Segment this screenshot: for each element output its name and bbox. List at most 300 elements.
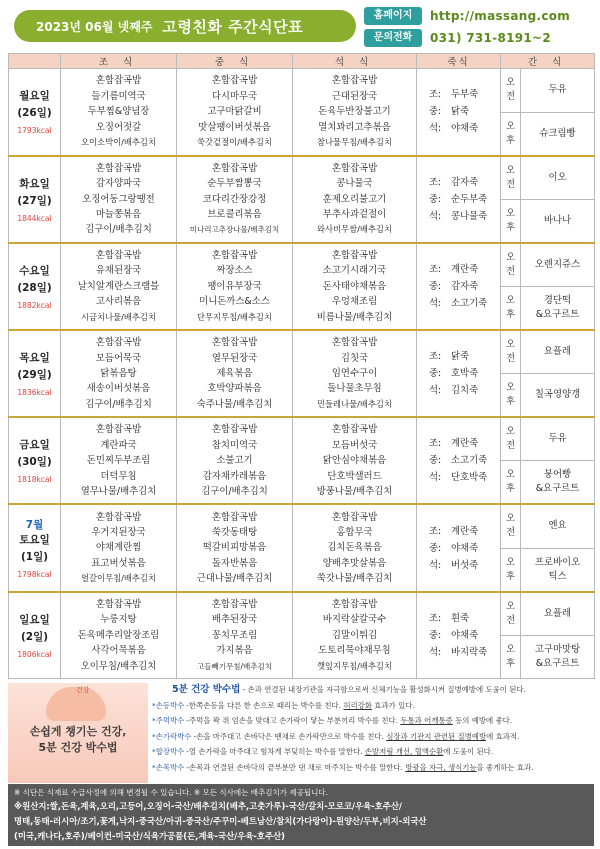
- menu-item: 홍합무국: [336, 526, 373, 538]
- porridge-meal-label: 조:: [429, 525, 442, 537]
- menu-item: 김치돈육볶음: [327, 542, 382, 554]
- month-label: 7월: [25, 519, 44, 532]
- porridge-item: [429, 261, 500, 278]
- menu-item: 혼합잡곡밥: [95, 162, 142, 174]
- day-cell: [9, 156, 61, 243]
- porridge-meal-label: 중:: [429, 280, 442, 292]
- menu-item: 시금치나물/배추김치: [81, 311, 156, 322]
- menu-item: 와사비무쌈/배추김치: [317, 224, 392, 235]
- snack-item: 요플레: [543, 607, 572, 619]
- porridge-meal-label: 중:: [429, 193, 442, 205]
- menu-item: 날치알계란스크램블: [77, 280, 160, 292]
- porridge-meal-label: 석:: [429, 123, 442, 135]
- exercise-benefit: 방광을 자극, 생식기능: [405, 762, 477, 772]
- porridge-name: 바지락죽: [451, 646, 488, 658]
- exercise-body: -주먹을 꽉 쥐 엄손을 맞대고 손가락이 닿는 부분끼리 박수를 친다.: [186, 716, 401, 726]
- exercise-benefit: 손발저림 개선, 혈액순환: [364, 747, 444, 757]
- snack-am: [521, 417, 595, 461]
- menu-item: 돈육두반장불고기: [318, 106, 391, 118]
- breakfast-cell: [61, 417, 177, 504]
- porridge-cell: [417, 330, 501, 417]
- menu-item: 도토리묵야채무침: [318, 645, 391, 657]
- menu-item: 돈육메추리알장조림: [77, 629, 160, 641]
- menu-item: 혼합잡곡밥: [331, 511, 378, 523]
- day-kcal: 1818kcal: [17, 475, 52, 485]
- menu-item: 참나물무침/배추김치: [317, 136, 392, 147]
- menu-item: 미니돈까스&소스: [199, 296, 270, 308]
- porridge-cell: [417, 156, 501, 243]
- exercise-post: 등의 예방에 좋다.: [452, 716, 513, 726]
- porridge-name: 계란죽: [451, 263, 479, 275]
- page-title: 고령친화 주간식단표: [162, 17, 304, 36]
- lunch-cell: [177, 592, 293, 679]
- menu-item: 훈제오리불고기: [322, 193, 387, 205]
- exercise-post: 효과가 있다.: [371, 700, 415, 710]
- lunch-cell: [177, 504, 293, 591]
- day-name: 목요일: [19, 352, 50, 365]
- porridge-item: [429, 208, 500, 225]
- banner-line-2: 5분 건강 박수법: [38, 741, 118, 754]
- menu-item: 유채된장국: [95, 265, 142, 277]
- exercise-benefit: 심장과 기관지 관련된 질병예방: [386, 731, 487, 741]
- menu-item: 소고기시래기국: [322, 265, 387, 277]
- porridge-name: 소고기죽: [451, 297, 488, 309]
- lunch-cell: [177, 156, 293, 243]
- porridge-meal-label: 조:: [429, 89, 442, 101]
- origin-line-3: (미국,캐나다,호주)/베이컨-미국산/식육가공품(돈,계육-국산/우육-호주산): [14, 831, 285, 841]
- porridge-item: [429, 278, 500, 295]
- porridge-meal-label: 조:: [429, 438, 442, 450]
- menu-item: 김칫국: [340, 352, 369, 364]
- porridge-name: 야채죽: [451, 629, 479, 641]
- exercise-post: 을 좋게하는 효과.: [476, 762, 534, 772]
- menu-item: 부추사과겉절이: [322, 208, 387, 220]
- slot-pm: 오 후: [501, 635, 521, 679]
- day-cell: [9, 592, 61, 679]
- menu-item: 모듬버섯국: [331, 439, 378, 451]
- porridge-name: 두부죽: [451, 89, 479, 101]
- exercise-body: -손목과 연결된 손바닥의 끝부분만 댄 채로 마주치는 박수를 말한다.: [186, 762, 406, 772]
- dinner-cell: [293, 417, 417, 504]
- breakfast-cell: [61, 504, 177, 591]
- day-name: 토요일: [19, 534, 50, 547]
- exercise-body: -한쪽손등을 다른 한 손으로 때리는 박수를 친다.: [186, 700, 344, 710]
- menu-item: 고구마닭갈비: [207, 106, 262, 118]
- header: [0, 0, 600, 52]
- dinner-cell: [293, 504, 417, 591]
- porridge-name: 감자죽: [451, 176, 479, 188]
- menu-item: 누룽지탕: [100, 614, 137, 626]
- porridge-item: [429, 627, 500, 644]
- dinner-cell: [293, 156, 417, 243]
- menu-item: 바지락살칼국수: [322, 614, 387, 626]
- porridge-meal-label: 중:: [429, 542, 442, 554]
- homepage-label: 홈페이지: [364, 7, 422, 25]
- menu-item: 혼합잡곡밥: [331, 249, 378, 261]
- menu-item: 우엉채조림: [331, 296, 378, 308]
- exercise-name: *손등박수: [152, 700, 185, 710]
- homepage-row: [364, 6, 594, 26]
- menu-item: 혼합잡곡밥: [331, 162, 378, 174]
- porridge-meal-label: 중:: [429, 455, 442, 467]
- porridge-item: [429, 295, 500, 312]
- porridge-name: 계란죽: [451, 525, 479, 537]
- menu-item: 김구이/배추김치: [85, 224, 152, 236]
- snack-item: 요플레: [543, 346, 572, 358]
- porridge-meal-label: 석:: [429, 646, 442, 658]
- day-name: 월요일: [19, 90, 50, 103]
- menu-item: 오이소박이/배추김치: [81, 136, 156, 147]
- menu-item: 깻잎지무침/배추김치: [317, 660, 392, 671]
- day-date: (26일): [17, 107, 52, 120]
- day-kcal: 1793kcal: [17, 126, 52, 136]
- day-kcal: 1844kcal: [17, 213, 52, 223]
- snack-pm: [521, 461, 595, 505]
- snack-item: 틱스: [548, 570, 567, 582]
- slot-pm: 오 후: [501, 548, 521, 592]
- day-cell: [9, 417, 61, 504]
- snack-item: &요구르트: [535, 483, 580, 495]
- day-kcal: 1806kcal: [17, 649, 52, 659]
- porridge-cell: [417, 417, 501, 504]
- porridge-meal-label: 조:: [429, 263, 442, 275]
- porridge-name: 김치죽: [451, 385, 479, 397]
- day-kcal: 1836kcal: [17, 388, 52, 398]
- porridge-meal-label: 석:: [429, 210, 442, 222]
- menu-item: 계란파국: [100, 439, 137, 451]
- breakfast-cell: [61, 156, 177, 243]
- menu-item: 순두부짬뽕국: [207, 178, 262, 190]
- menu-item: 가지볶음: [216, 645, 253, 657]
- snack-item: &요구르트: [535, 658, 580, 670]
- menu-item: 팽이유부장국: [207, 280, 262, 292]
- menu-item: 혼합잡곡밥: [95, 249, 142, 261]
- porridge-name: 버섯죽: [451, 559, 479, 571]
- porridge-name: 야채죽: [451, 123, 479, 135]
- porridge-item: [429, 365, 500, 382]
- snack-pm: [521, 286, 595, 330]
- menu-item: 맛살팽이버섯볶음: [198, 121, 271, 133]
- column-header-porridge: 죽식: [417, 54, 501, 69]
- day-cell: [9, 69, 61, 156]
- menu-item: 방풍나물/배추김치: [316, 485, 393, 497]
- snack-pm: [521, 374, 595, 418]
- day-cell: [9, 243, 61, 330]
- slot-pm: 오 후: [501, 374, 521, 418]
- menu-item: 호박양파볶음: [207, 383, 262, 395]
- menu-item: 혼합잡곡밥: [95, 75, 142, 87]
- snack-pm: [521, 199, 595, 243]
- lunch-cell: [177, 69, 293, 156]
- snack-am: [521, 69, 595, 113]
- day-row: [9, 243, 595, 287]
- porridge-name: 호박죽: [451, 368, 479, 380]
- menu-item: 소불고기: [216, 455, 253, 467]
- menu-item: 오징어동그랑땡전: [82, 193, 155, 205]
- day-row: [9, 156, 595, 200]
- day-date: (1일): [20, 551, 49, 564]
- menu-item: 떡갈비피망볶음: [202, 542, 267, 554]
- menu-item: 감자채카레볶음: [202, 470, 267, 482]
- menu-item: 참치미역국: [211, 439, 258, 451]
- menu-item: 돌자반볶음: [211, 557, 258, 569]
- origin-line-1: ※원산지:쌀,돈육,계육,오리,고등어,오징어-국산/배추김치(배추,고춧가루)-국산/갈치-모로코/우육-호주산/: [14, 801, 402, 811]
- slot-am: 오 전: [501, 69, 521, 113]
- phone-row: [364, 28, 594, 48]
- day-row: [9, 504, 595, 548]
- day-name: 금요일: [19, 439, 50, 452]
- menu-item: 콩나물국: [336, 178, 373, 190]
- porridge-item: [429, 120, 500, 137]
- exercise-description: - 손과 연결된 내장기관을 자극함으로써 신체기능을 활성화시켜 질병예방에 도움이 된다.: [240, 685, 526, 694]
- porridge-meal-label: 석:: [429, 559, 442, 571]
- health-banner: [8, 683, 148, 783]
- slot-pm: 오 후: [501, 112, 521, 156]
- menu-item: 야채계란찜: [95, 542, 142, 554]
- porridge-cell: [417, 243, 501, 330]
- breakfast-cell: [61, 592, 177, 679]
- menu-item: 사각어묵볶음: [91, 645, 146, 657]
- menu-item: 브로콜리볶음: [207, 208, 262, 220]
- exercise-name: *주먹박수: [152, 716, 185, 726]
- porridge-name: 흰죽: [451, 612, 470, 624]
- year-month: 2023년 06월 넷째주: [36, 19, 153, 34]
- day-cell: [9, 504, 61, 591]
- banner-line-1: 손쉽게 챙기는 건강,: [29, 725, 127, 738]
- slot-am: 오 전: [501, 504, 521, 548]
- porridge-cell: [417, 69, 501, 156]
- snack-item: 엔요: [548, 520, 567, 532]
- menu-item: 마늘쫑볶음: [95, 208, 142, 220]
- homepage-link[interactable]: http://massang.com: [430, 9, 571, 23]
- phone-number: 031) 731-8191~2: [430, 31, 552, 45]
- column-header-breakfast: 조 식: [61, 54, 177, 69]
- exercise-benefit: 허리강화: [343, 700, 372, 710]
- menu-item: 단호박샐러드: [327, 470, 382, 482]
- exercise-benefit: 두통과 어깨통증: [400, 716, 453, 726]
- snack-item: 오렌지쥬스: [534, 258, 581, 270]
- menu-item: 배추된장국: [211, 614, 258, 626]
- menu-item: 혼합잡곡밥: [95, 337, 142, 349]
- exercise-name: *손목박수: [152, 762, 185, 772]
- menu-item: 표고버섯볶음: [91, 557, 146, 569]
- snack-item: 바나나: [543, 214, 572, 226]
- menu-item: 김구이/배추김치: [85, 398, 152, 410]
- porridge-name: 감자죽: [451, 280, 479, 292]
- porridge-item: [429, 469, 500, 486]
- menu-item: 다시마무국: [211, 90, 258, 102]
- slot-am: 오 전: [501, 592, 521, 636]
- day-date: (28일): [17, 281, 52, 294]
- slot-am: 오 전: [501, 330, 521, 374]
- menu-item: 돈민찌두부조림: [86, 455, 151, 467]
- porridge-item: [429, 523, 500, 540]
- menu-item: 더덕무침: [100, 470, 137, 482]
- phone-label: 문의전화: [364, 29, 422, 47]
- menu-item: 돈사태야채볶음: [322, 280, 387, 292]
- snack-am: [521, 330, 595, 374]
- day-row: [9, 417, 595, 461]
- porridge-name: 닭죽: [451, 351, 470, 363]
- column-header-dinner: 석 식: [293, 54, 417, 69]
- footer-notice: [8, 784, 594, 846]
- menu-item: 숙주나물/배추김치: [196, 398, 273, 410]
- menu-item: 코다리간장강정: [202, 193, 267, 205]
- day-name: 일요일: [19, 613, 50, 626]
- menu-item: 멸치꽈리고추볶음: [318, 121, 391, 133]
- menu-item: 돌나물초무침: [327, 383, 382, 395]
- day-date: (2일): [20, 630, 49, 643]
- porridge-item: [429, 644, 500, 661]
- lunch-cell: [177, 417, 293, 504]
- snack-item: 경단떡: [543, 295, 572, 307]
- clapping-exercise-info: [152, 682, 594, 776]
- menu-item: 김말이튀김: [331, 629, 378, 641]
- menu-item: 김구이/배추김치: [201, 485, 268, 497]
- menu-item: 얼갈이무침/배추김치: [81, 573, 156, 584]
- porridge-meal-label: 조:: [429, 612, 442, 624]
- porridge-meal-label: 중:: [429, 629, 442, 641]
- menu-item: 쑥갓나물/배추김치: [316, 573, 393, 585]
- menu-item: 모듬어묵국: [95, 352, 142, 364]
- menu-item: 근대된장국: [331, 90, 378, 102]
- porridge-meal-label: 조:: [429, 176, 442, 188]
- porridge-item: [429, 610, 500, 627]
- menu-item: 혼합잡곡밥: [331, 75, 378, 87]
- snack-item: 붕어빵: [543, 469, 572, 481]
- porridge-cell: [417, 504, 501, 591]
- weekly-menu-table: [8, 53, 595, 679]
- menu-item: 열무나물/배추김치: [80, 485, 157, 497]
- snack-am: [521, 504, 595, 548]
- porridge-name: 소고기죽: [451, 455, 488, 467]
- menu-item: 혼합잡곡밥: [331, 337, 378, 349]
- day-date: (30일): [17, 456, 52, 469]
- menu-item: 꽁치무조림: [211, 629, 258, 641]
- dinner-cell: [293, 243, 417, 330]
- snack-item: 칠곡영양갱: [534, 389, 581, 401]
- menu-body: [9, 69, 595, 679]
- porridge-item: [429, 174, 500, 191]
- menu-item: 혼합잡곡밥: [95, 424, 142, 436]
- title-banner: [14, 10, 356, 42]
- porridge-meal-label: 중:: [429, 106, 442, 118]
- porridge-item: [429, 348, 500, 365]
- day-date: (29일): [17, 369, 52, 382]
- menu-item: 오징어젓갈: [95, 121, 142, 133]
- footer-note: ※ 식단은 식재료 수급사정에 의해 변경될 수 있습니다. ※ 모든 식사에는 배추김치가 제공됩니다.: [14, 788, 329, 797]
- corner-header: [9, 54, 61, 69]
- menu-item: 혼합잡곡밥: [211, 75, 258, 87]
- snack-am: [521, 243, 595, 287]
- porridge-item: [429, 452, 500, 469]
- menu-item: 쑥갓겉절이/배추김치: [197, 136, 272, 147]
- breakfast-cell: [61, 243, 177, 330]
- column-header-lunch: 중 식: [177, 54, 293, 69]
- porridge-item: [429, 191, 500, 208]
- menu-item: 혼합잡곡밥: [211, 511, 258, 523]
- exercise-name: *합장박수: [152, 747, 185, 757]
- menu-item: 혼합잡곡밥: [331, 598, 378, 610]
- menu-item: 열무된장국: [211, 352, 258, 364]
- lunch-cell: [177, 243, 293, 330]
- day-row: [9, 330, 595, 374]
- slot-am: 오 전: [501, 243, 521, 287]
- menu-item: 미나리고추장나물/배추김치: [189, 225, 280, 235]
- porridge-item: [429, 540, 500, 557]
- menu-item: 비름나물/배추김치: [316, 311, 393, 323]
- menu-item: 오이무침/배추김치: [80, 660, 157, 672]
- dinner-cell: [293, 592, 417, 679]
- snack-am: [521, 156, 595, 200]
- exercise-post: 에 도움이 된다.: [443, 747, 494, 757]
- menu-item: 단무지무침/배추김치: [197, 311, 272, 322]
- day-kcal: 1798kcal: [17, 570, 52, 580]
- contact-box: [364, 6, 594, 50]
- menu-item: 임연수구이: [331, 367, 378, 379]
- day-cell: [9, 330, 61, 417]
- exercise-item: [152, 744, 594, 760]
- day-name: 화요일: [19, 177, 50, 190]
- slot-pm: 오 후: [501, 286, 521, 330]
- porridge-meal-label: 중:: [429, 368, 442, 380]
- day-date: (27일): [17, 194, 52, 207]
- exercise-body: -손을 마주대고 손바닥은 뗀채로 손가락만으로 박수를 친다.: [193, 731, 387, 741]
- porridge-name: 단호박죽: [451, 472, 488, 484]
- breakfast-cell: [61, 330, 177, 417]
- origin-line-2: 명태,동태-러시아/조기,꽃게,낙지-중국산/아귀-중국산/주꾸미-베트남산/참치(가다랑어)-원양산/두부,비지-외국산: [14, 816, 427, 826]
- lunch-cell: [177, 330, 293, 417]
- snack-item: 슈크림빵: [539, 127, 576, 139]
- snack-item: 두유: [548, 84, 567, 96]
- exercise-post: 에 효과적.: [486, 731, 520, 741]
- menu-item: 민들레나물/배추김치: [317, 398, 392, 409]
- porridge-item: [429, 382, 500, 399]
- porridge-name: 콩나물죽: [451, 210, 488, 222]
- menu-item: 닭안심야채볶음: [322, 455, 387, 467]
- porridge-name: 계란죽: [451, 438, 479, 450]
- breakfast-cell: [61, 69, 177, 156]
- porridge-name: 야채죽: [451, 542, 479, 554]
- dinner-cell: [293, 69, 417, 156]
- menu-item: 혼합잡곡밥: [211, 598, 258, 610]
- exercise-item: [152, 729, 594, 745]
- day-kcal: 1882kcal: [17, 300, 52, 310]
- menu-item: 혼합잡곡밥: [95, 598, 142, 610]
- porridge-meal-label: 석:: [429, 297, 442, 309]
- porridge-item: [429, 557, 500, 574]
- porridge-item: [429, 86, 500, 103]
- menu-item: 짜장소스: [216, 265, 253, 277]
- menu-item: 새송이버섯볶음: [86, 383, 151, 395]
- snack-item: 이오: [548, 171, 567, 183]
- slot-pm: 오 후: [501, 461, 521, 505]
- menu-item: 쑥갓동태탕: [211, 526, 258, 538]
- porridge-item: [429, 435, 500, 452]
- menu-item: 고사리볶음: [95, 296, 142, 308]
- table-header-row: [9, 54, 595, 69]
- exercise-body: -열 손가락을 마주대고 힘차게 부딪히는 박수를 말한다.: [186, 747, 365, 757]
- exercise-name: *손가락박수: [152, 731, 192, 741]
- porridge-meal-label: 석:: [429, 385, 442, 397]
- porridge-meal-label: 조:: [429, 351, 442, 363]
- menu-item: 감자양파국: [95, 178, 142, 190]
- dinner-cell: [293, 330, 417, 417]
- menu-item: 두부찜&양념장: [87, 106, 150, 118]
- porridge-name: 닭죽: [451, 106, 470, 118]
- slot-am: 오 전: [501, 417, 521, 461]
- porridge-name: 순두부죽: [451, 193, 488, 205]
